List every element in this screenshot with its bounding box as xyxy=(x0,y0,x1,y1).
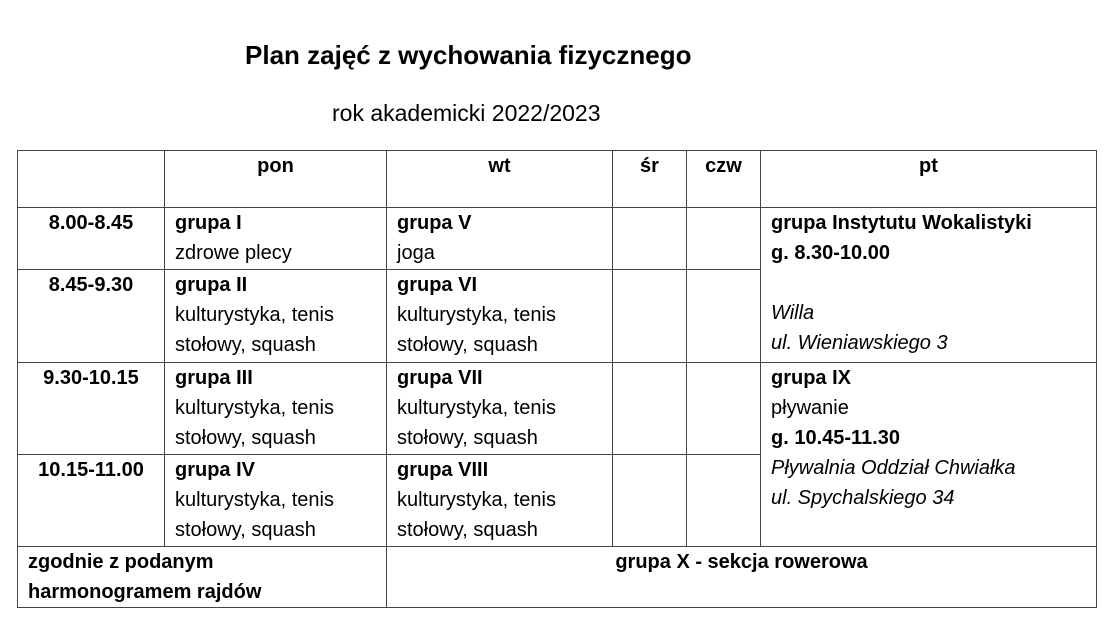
header-fri: pt xyxy=(761,151,1097,208)
activity-text: zdrowe plecy xyxy=(175,242,292,264)
group-label: grupa VII xyxy=(397,367,483,389)
activity-text: kulturystyka, tenis xyxy=(397,304,556,326)
tue-cell xyxy=(387,208,613,270)
address-text: ul. Wieniawskiego 3 xyxy=(771,332,948,354)
activity-text: kulturystyka, tenis xyxy=(397,397,556,419)
tue-cell xyxy=(387,270,613,363)
activity-text: stołowy, squash xyxy=(175,519,316,541)
group-label: grupa Instytutu Wokalistyki xyxy=(771,212,1032,234)
header-wed: śr xyxy=(613,151,687,208)
page-title: Plan zajęć z wychowania fizycznego xyxy=(245,40,692,70)
activity-text: stołowy, squash xyxy=(397,334,538,356)
footer-left-line: harmonogramem rajdów xyxy=(28,581,262,603)
tue-cell xyxy=(387,455,613,547)
thu-cell xyxy=(687,363,761,455)
hours-text: g. 10.45-11.30 xyxy=(771,427,900,449)
header-tue: wt xyxy=(387,151,613,208)
wed-cell xyxy=(613,208,687,270)
activity-text: kulturystyka, tenis xyxy=(175,489,334,511)
time-cell: 10.15-11.00 xyxy=(18,455,165,547)
fri-cell-swimming xyxy=(761,363,1097,547)
time-cell: 9.30-10.15 xyxy=(18,363,165,455)
thu-cell xyxy=(687,455,761,547)
page-subtitle: rok akademicki 2022/2023 xyxy=(332,100,601,126)
fri-cell-vocal-institute xyxy=(761,208,1097,363)
group-label: grupa IX xyxy=(771,367,852,389)
mon-cell xyxy=(165,270,387,363)
mon-cell xyxy=(165,363,387,455)
activity-text: pływanie xyxy=(771,397,849,419)
wed-cell xyxy=(613,455,687,547)
header-corner-cell xyxy=(18,151,165,208)
activity-text: kulturystyka, tenis xyxy=(175,304,334,326)
activity-text: kulturystyka, tenis xyxy=(397,489,556,511)
activity-text: stołowy, squash xyxy=(175,334,316,356)
time-cell: 8.45-9.30 xyxy=(18,270,165,363)
activity-text: joga xyxy=(397,242,435,264)
group-label: grupa V xyxy=(397,212,472,234)
activity-text: stołowy, squash xyxy=(397,427,538,449)
activity-text: kulturystyka, tenis xyxy=(175,397,334,419)
footer-left-line: zgodnie z podanym xyxy=(28,551,214,573)
location-text: Pływalnia Oddział Chwiałka xyxy=(771,457,1016,479)
hours-text: g. 8.30-10.00 xyxy=(771,242,890,264)
header-thu: czw xyxy=(687,151,761,208)
address-text: ul. Spychalskiego 34 xyxy=(771,487,955,509)
activity-text: stołowy, squash xyxy=(397,519,538,541)
mon-cell xyxy=(165,208,387,270)
tue-cell xyxy=(387,363,613,455)
activity-text: stołowy, squash xyxy=(175,427,316,449)
time-cell: 8.00-8.45 xyxy=(18,208,165,270)
wed-cell xyxy=(613,363,687,455)
location-text: Willa xyxy=(771,302,815,324)
thu-cell xyxy=(687,208,761,270)
thu-cell xyxy=(687,270,761,363)
header-row xyxy=(18,151,1097,208)
mon-cell xyxy=(165,455,387,547)
group-label: grupa II xyxy=(175,274,248,296)
group-label: grupa III xyxy=(175,367,253,389)
table-row xyxy=(18,363,1097,455)
rally-schedule-cell xyxy=(18,547,387,608)
group-label: grupa I xyxy=(175,212,242,234)
table-row xyxy=(18,208,1097,270)
footer-row xyxy=(18,547,1097,608)
group-label: grupa VIII xyxy=(397,459,489,481)
group-label: grupa VI xyxy=(397,274,478,296)
header-mon: pon xyxy=(165,151,387,208)
schedule-table xyxy=(17,150,1097,608)
wed-cell xyxy=(613,270,687,363)
group-label: grupa IV xyxy=(175,459,256,481)
cycling-section-cell: grupa X - sekcja rowerowa xyxy=(387,547,1097,608)
